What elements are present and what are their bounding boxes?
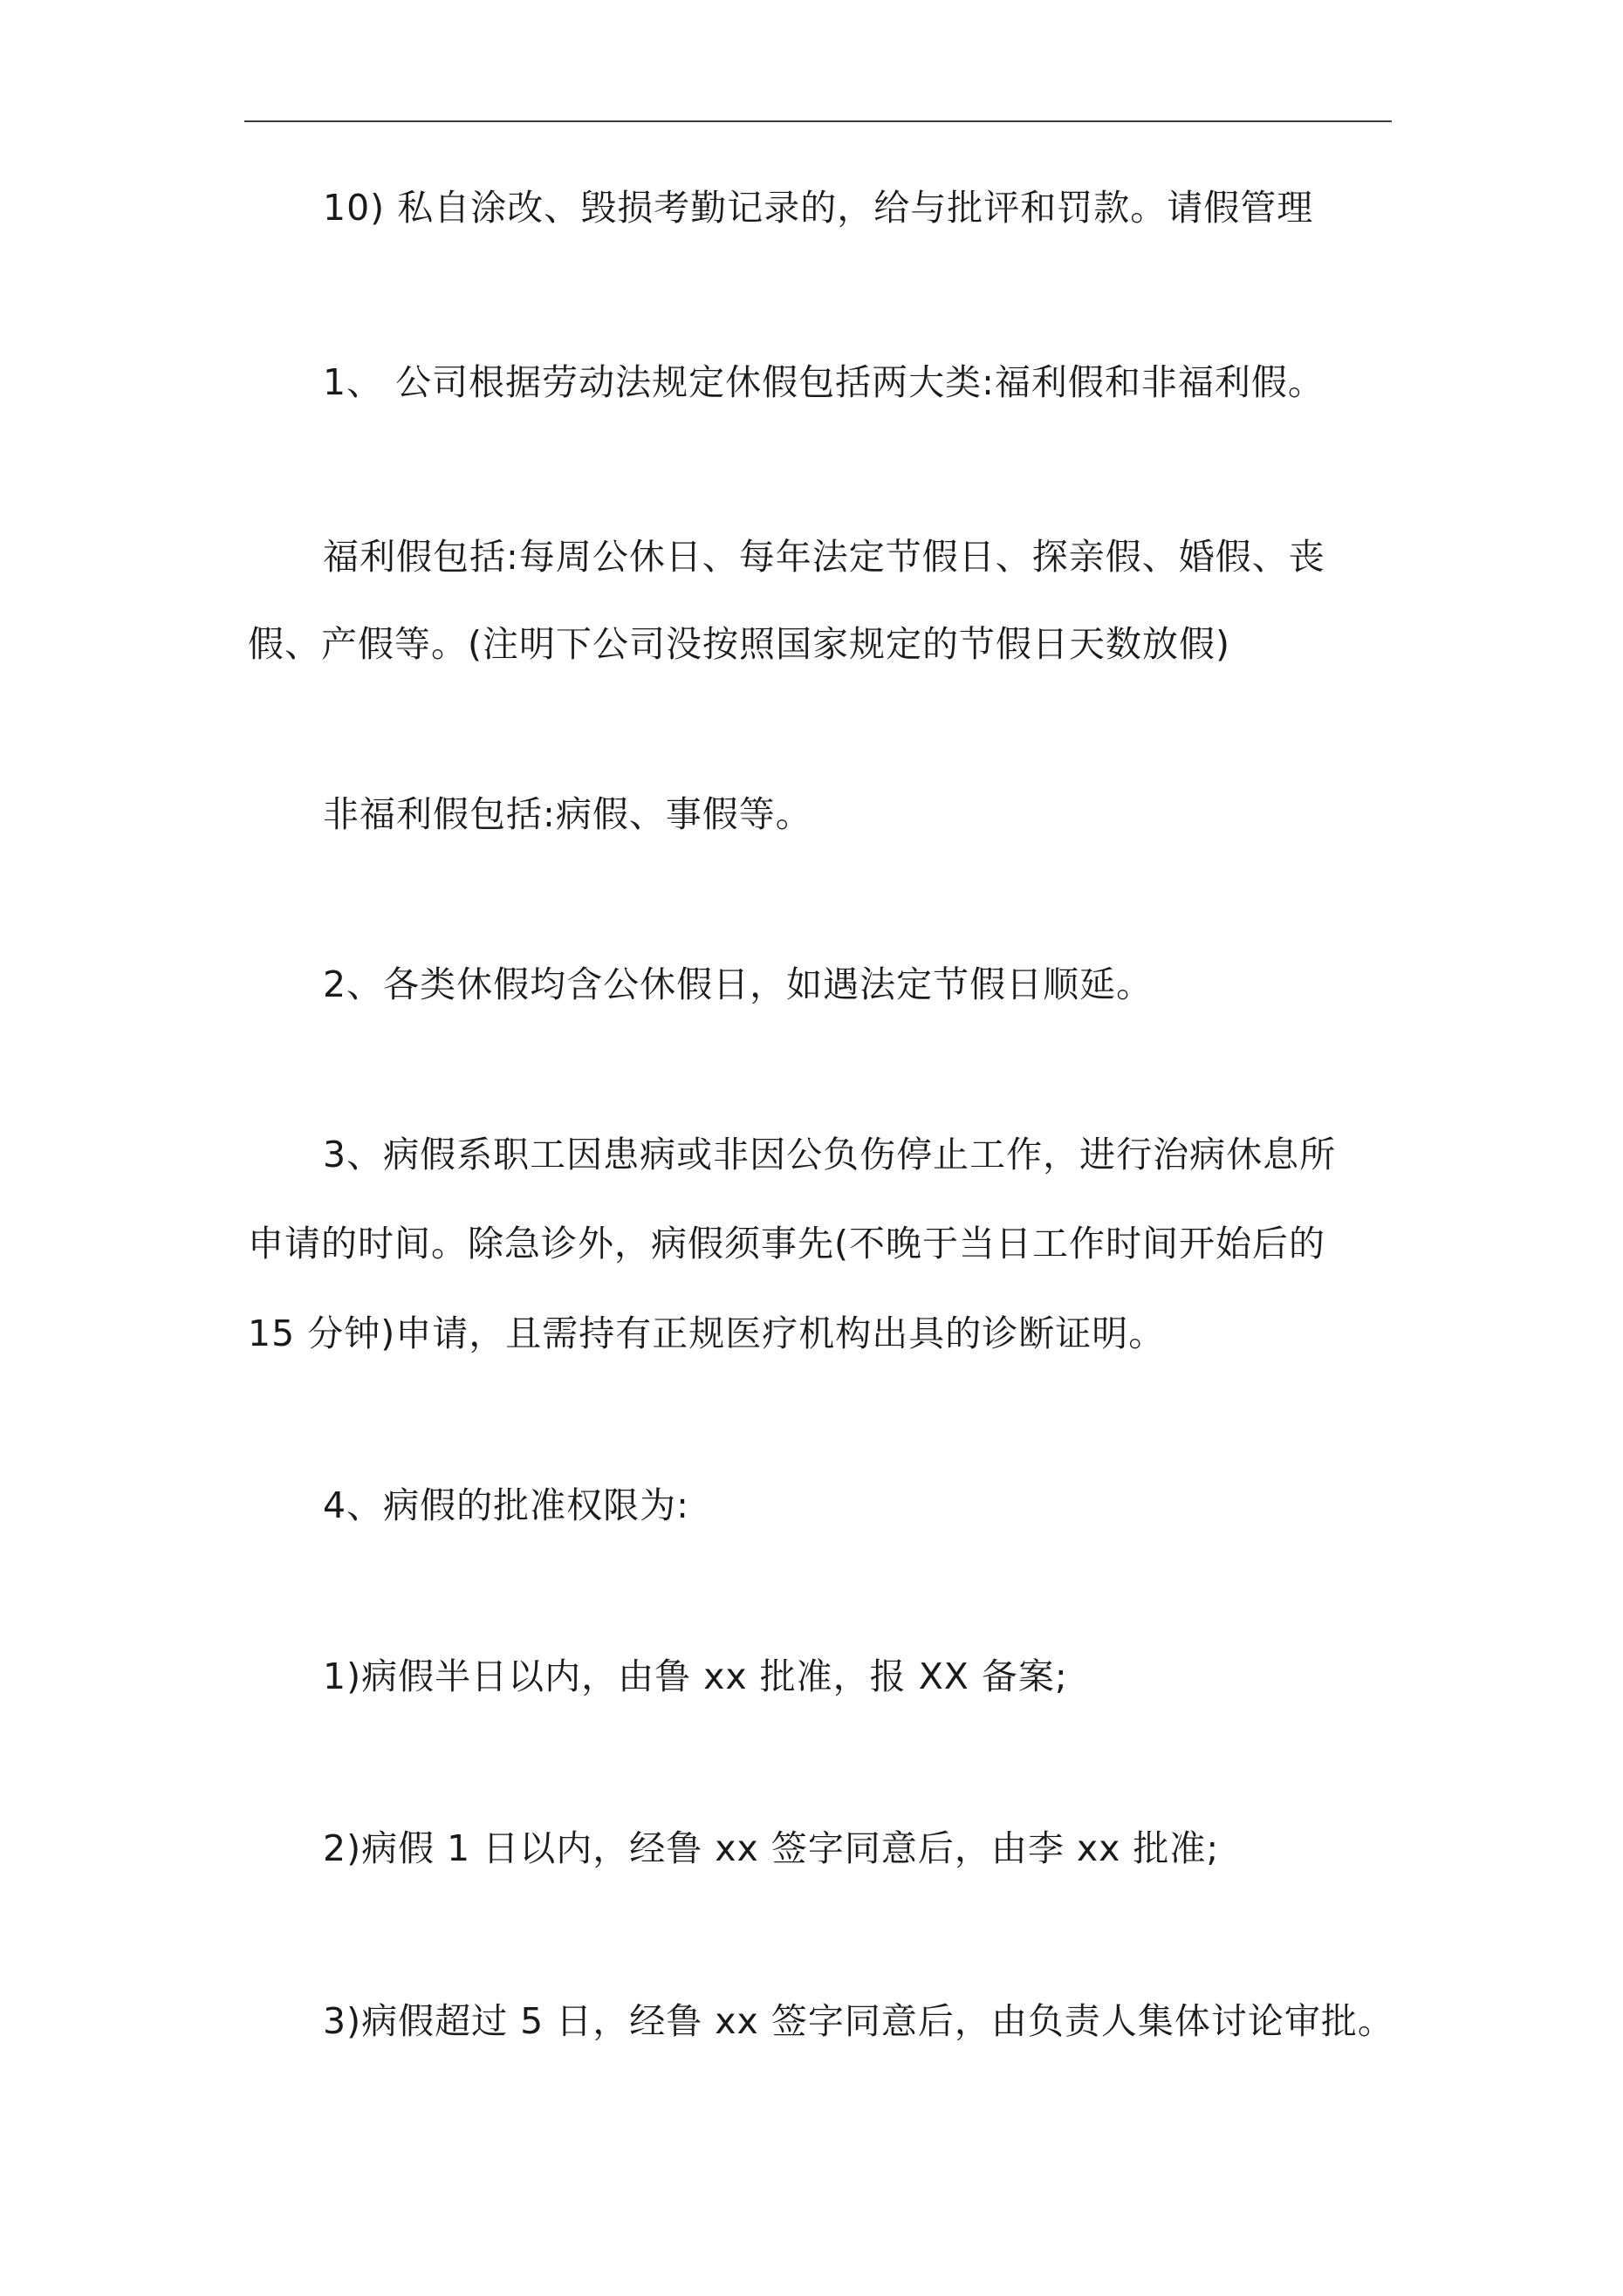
paragraph-line: 15 分钟)申请，且需持有正规医疗机构出具的诊断证明。 — [248, 1312, 1166, 1354]
paragraph-line: 3、病假系职工因患病或非因公负伤停止工作，进行治病休息所 — [323, 1134, 1337, 1175]
paragraph-line: 非福利假包括:病假、事假等。 — [323, 793, 812, 835]
paragraph-line: 1、 公司根据劳动法规定休假包括两大类:福利假和非福利假。 — [323, 361, 1325, 403]
paragraph-line: 4、病假的批准权限为: — [323, 1484, 689, 1526]
paragraph-line: 假、产假等。(注明下公司没按照国家规定的节假日天数放假) — [248, 623, 1230, 665]
paragraph-line: 10) 私自涂改、毁损考勤记录的，给与批评和罚款。请假管理 — [323, 187, 1314, 229]
paragraph-line: 福利假包括:每周公休日、每年法定节假日、探亲假、婚假、丧 — [323, 536, 1325, 578]
header-divider — [244, 120, 1392, 122]
paragraph-line: 申请的时间。除急诊外，病假须事先(不晚于当日工作时间开始后的 — [248, 1223, 1325, 1265]
paragraph-line: 1)病假半日以内，由鲁 xx 批准，报 XX 备案; — [323, 1655, 1068, 1697]
paragraph-line: 2)病假 1 日以内，经鲁 xx 签字同意后，由李 xx 批准; — [323, 1827, 1220, 1869]
paragraph-line: 3)病假超过 5 日，经鲁 xx 签字同意后，由负责人集体讨论审批。 — [323, 2000, 1394, 2042]
paragraph-line: 2、各类休假均含公休假日，如遇法定节假日顺延。 — [323, 963, 1154, 1005]
